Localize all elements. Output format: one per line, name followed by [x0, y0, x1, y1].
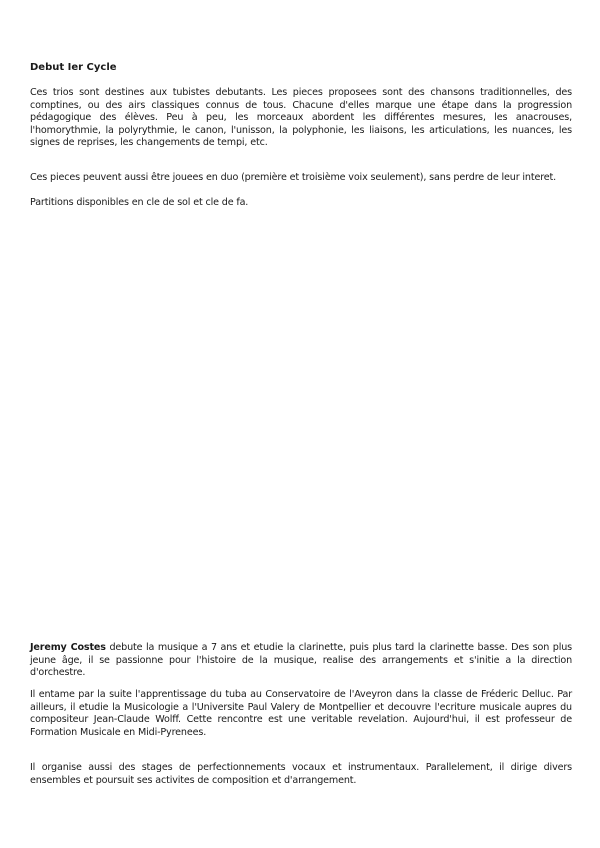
bio-paragraph-studies: Il entame par la suite l'apprentissage du tuba au Conservatoire de l'Aveyron dans la classe de Fréderic Delluc. Par ailleurs, il etudie la Musicologie a l'Universite Paul Valery de Montpellier et decouvre l'ecriture musicale aupres du compositeur Jean-Claude Wolff. Cette rencontre est une veritable revelation. Aujourd'hui, il est professeur de Formation Musicale en Midi-Pyrenees. — [30, 689, 572, 738]
intro-paragraph-description: Ces trios sont destines aux tubistes debutants. Les pieces proposees sont des chansons traditionnelles, des comptines, ou des airs classiques connus de tous. Chacune d'elles marque une étape dans la progression pédagogique des élèves. Peu à peu, les morceaux abordent les différentes mesures, les anacrouses, l'homorythmie, la polyrythmie, le canon, l'unisson, la polyphonie, les liaisons, les articulations, les nuances, les signes de reprises, les changements de tempi, etc. — [30, 87, 572, 149]
bio-paragraph-activities: Il organise aussi des stages de perfectionnements vocaux et instrumentaux. Parallelement, il dirige divers ensembles et poursuit ses activites de composition et d'arrangement. — [30, 762, 572, 786]
bio-paragraph-intro — [30, 642, 572, 680]
composer-name: Jeremy Costes — [30, 642, 106, 653]
intro-paragraph-duo: Ces pieces peuvent aussi être jouees en duo (première et troisième voix seulement), sans perdre de leur interet. — [30, 172, 557, 183]
bio-intro-text: debute la musique a 7 ans et etudie la clarinette, puis plus tard la clarinette basse. Des son plus jeune âge, il se passionne pour l'histoire de la musique, realise des arrangements et s'initie a la direction d'orchestre. — [30, 642, 572, 679]
intro-paragraph-clefs: Partitions disponibles en cle de sol et cle de fa. — [30, 197, 249, 208]
section-title: Debut Ier Cycle — [30, 62, 117, 73]
